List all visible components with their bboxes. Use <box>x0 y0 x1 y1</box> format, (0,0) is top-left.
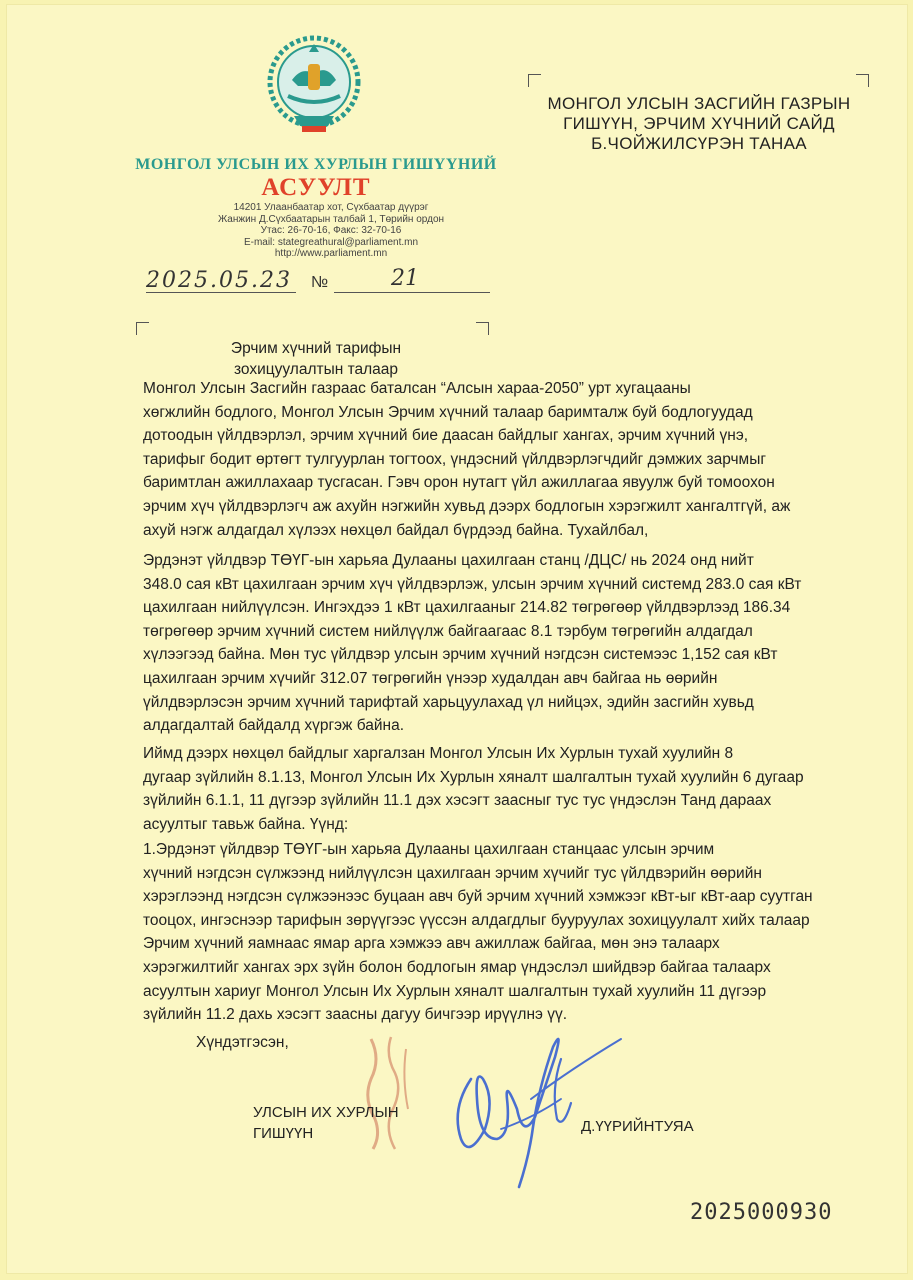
contact-phone-line: Утас: 26-70-16, Факс: 32-70-16 <box>260 225 402 236</box>
subject-line: зохицуулалтын талаар <box>233 361 399 378</box>
subject-block <box>146 338 486 380</box>
document-type-title: АСУУЛТ <box>261 174 371 201</box>
letter-date: 2025.05.23 <box>146 268 292 293</box>
body-paragraph-1 <box>143 377 847 542</box>
body-paragraph-2 <box>143 549 847 738</box>
letter-number: 21 <box>391 266 419 291</box>
paragraph-line: хүчний нэгдсэн сүлжээнд нийлүүлсэн цахилгаан эрчим хүчийг тус үйлдвэрийн өөрийн <box>143 864 762 882</box>
state-emblem-icon <box>264 34 364 144</box>
paragraph-line: тарифыг бодит өртөгт тулгуурлан тогтоох, үндэсний үйлдвэрлэгчдийг дэмжих зарчмыг <box>143 450 767 468</box>
letter-page <box>6 4 908 1274</box>
contact-address-line: 14201 Улаанбаатар хот, Сүхбаатар дүүрэг <box>233 202 429 213</box>
paragraph-line: алдагдалтай байдалд хүргэж байна. <box>143 717 405 735</box>
signatory-title-line: УЛСЫН ИХ ХУРЛЫН <box>253 1104 399 1121</box>
paragraph-line: үйлдвэрлэсэн эрчим хүчний тарифтай харьцуулахад үл нийцэх, эдийн засгийн хувьд <box>143 693 754 711</box>
paragraph-line: ахуй нэгж алдагдал хүлээх нөхцөл байдал бүрдээд байна. Тухайлбал, <box>143 521 649 539</box>
paragraph-line: Монгол Улсын Засгийн газраас баталсан “Алсын хараа-2050” урт хугацааны <box>143 380 691 397</box>
signatory-title <box>253 1102 399 1144</box>
addressee-corner-mark <box>856 74 869 87</box>
contact-block <box>156 202 506 260</box>
paragraph-line: дугаар зүйлийн 8.1.13, Монгол Улсын Их Хурлын хяналт шалгалтын тухай хуулийн 6 дугаар <box>143 768 804 786</box>
addressee-line: МОНГОЛ УЛСЫН ЗАСГИЙН ГАЗРЫН <box>547 94 851 113</box>
date-underline <box>146 292 296 293</box>
paragraph-line: Эрдэнэт үйлдвэр ТӨҮГ-ын харьяа Дулааны цахилгаан станц /ДЦС/ нь 2024 онд нийт <box>143 552 754 569</box>
org-title: МОНГОЛ УЛСЫН ИХ ХУРЛЫН ГИШҮҮНИЙ <box>135 156 497 173</box>
handwritten-signature <box>431 1019 631 1204</box>
paragraph-line: 1.Эрдэнэт үйлдвэр ТӨҮГ-ын харьяа Дулааны цахилгаан станцаас улсын эрчим <box>143 841 715 858</box>
paragraph-line: хөгжлийн бодлого, Монгол Улсын Эрчим хүчний талаар баримталж буй бодлогуудад <box>143 403 753 421</box>
paragraph-line: тооцох, ингэснээр тарифын зөрүүгээс үүссэн алдагдлыг бууруулах зохицуулалт хийх талаар <box>143 911 810 929</box>
paragraph-line: хүлээгээд байна. Мөн тус үйлдвэр улсын эрчим хүчний нэгдсэн системээс 1,152 сая кВт <box>143 646 778 664</box>
paragraph-line: асуултын хариуг Монгол Улсын Их Хурлын хяналт шалгалтын тухай хуулийн 11 дүгээр <box>143 982 767 1000</box>
addressee-line: Б.ЧОЙЖИЛСҮРЭН ТАНАА <box>591 134 807 153</box>
date-number-line <box>146 268 496 296</box>
registration-number: 2025000930 <box>690 1200 833 1225</box>
paragraph-line: Эрчим хүчний яамнаас ямар арга хэмжээ авч ажиллаж байгаа, мөн энэ талаарх <box>143 935 720 953</box>
paragraph-line: дотоодын үйлдвэрлэл, эрчим хүчний бие даасан байдлыг хангах, эрчим хүчний үнэ, <box>143 427 749 445</box>
body-paragraph-4 <box>143 838 847 1027</box>
paragraph-line: зүйлийн 6.1.1, 11 дүгээр зүйлийн 11.1 дэх хэсэгт заасныг тус тус үндэслэн Танд дараах <box>143 792 772 810</box>
addressee-corner-mark <box>528 74 541 87</box>
subject-corner-mark <box>136 322 149 335</box>
contact-email-line: E-mail: stategreathural@parliament.mn <box>243 236 419 248</box>
paragraph-line: төгрөгөөр эрчим хүчний систем нийлүүлж байгаагаас 8.1 тэрбум төгрөгийн алдагдал <box>143 622 753 640</box>
addressee-line: ГИШҮҮН, ЭРЧИМ ХҮЧНИЙ САЙД <box>563 114 835 133</box>
paragraph-line: асуултыг тавьж байна. Үүнд: <box>143 815 349 833</box>
addressee-block <box>534 94 864 154</box>
paragraph-line: эрчим хүч үйлдвэрлэгч аж ахуйн нэгжийн хувьд дээрх бодлогын хэрэгжилт хангалтгүй, аж <box>143 497 791 515</box>
signatory-title-line: ГИШҮҮН <box>253 1125 314 1142</box>
paragraph-line: хэрэглээнд нэгдсэн сүлжээнээс буцаан авч буй эрчим хүчний хэмжээг кВт-ыг кВт-аар суутган <box>143 888 813 906</box>
paragraph-line: 348.0 сая кВт цахилгаан эрчим хүч үйлдвэрлэж, улсын эрчим хүчний системд 283.0 сая кВт <box>143 575 802 593</box>
signatory-name: Д.ҮҮРИЙНТУЯА <box>581 1118 694 1135</box>
contact-website-line: http://www.parliament.mn <box>274 248 388 259</box>
subject-corner-mark <box>476 322 489 335</box>
paragraph-line: цахилгаан нийлүүлсэн. Ингэхдээ 1 кВт цахилгааныг 214.82 төгрөгөөр үйлдвэрлээд 186.34 <box>143 599 791 617</box>
contact-address-line: Жанжин Д.Сүхбаатарын талбай 1, Төрийн ордон <box>217 213 445 225</box>
paragraph-line: цахилгаан эрчим хүчийг 312.07 төгрөгийн үнээр худалдан авч байгаа нь өөрийн <box>143 669 718 687</box>
subject-line: Эрчим хүчний тарифын <box>230 340 402 357</box>
body-paragraph-3 <box>143 742 847 836</box>
closing-salutation: Хүндэтгэсэн, <box>196 1034 289 1051</box>
paragraph-line: Иймд дээрх нөхцөл байдлыг харгалзан Монгол Улсын Их Хурлын тухай хуулийн 8 <box>143 745 734 762</box>
paragraph-line: зүйлийн 11.2 дахь хэсэгт заасны дагуу бичгээр ирүүлнэ үү. <box>143 1006 568 1024</box>
number-label: № <box>311 274 329 291</box>
paragraph-line: хэрэгжилтийг хангах эрх зүйн болон бодлогын ямар үндэслэл шийдвэр байгаа талаарх <box>143 958 771 976</box>
number-underline <box>334 292 490 293</box>
paragraph-line: баримтлан ажиллахаар тусгасан. Гэвч орон нутагт үйл ажиллагаа явуулж буй томоохон <box>143 474 775 492</box>
